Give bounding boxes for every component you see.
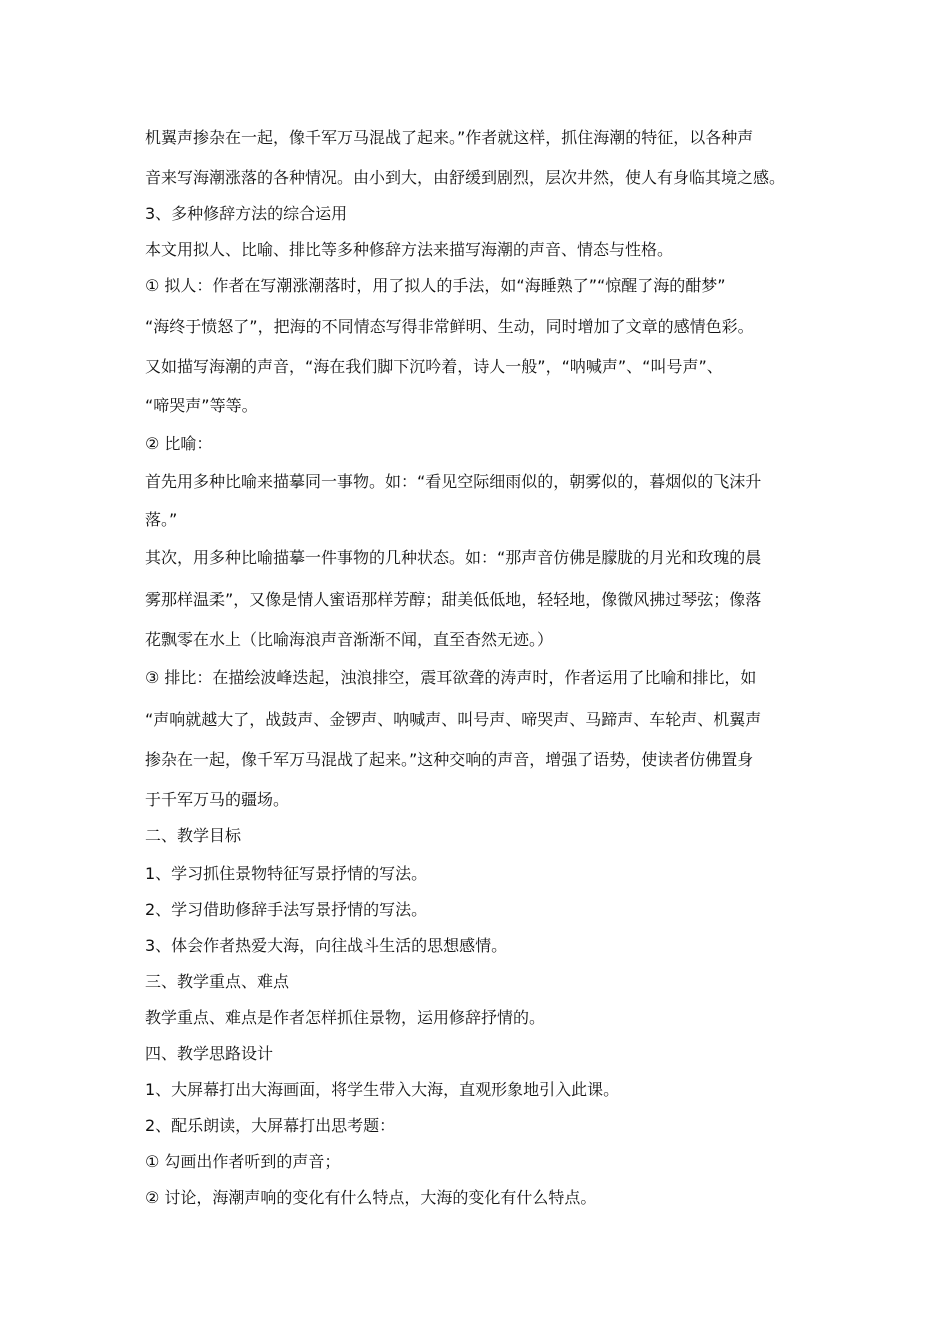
text-line: 3、体会作者热爱大海，向往战斗生活的思想感情。 (145, 936, 508, 955)
text-line: “啼哭声”等等。 (145, 396, 258, 415)
text-line: 2、学习借助修辞手法写景抒情的写法。 (145, 900, 428, 919)
text-line: ② 讨论，海潮声响的变化有什么特点，大海的变化有什么特点。 (145, 1188, 597, 1207)
text-line: 1、学习抓住景物特征写景抒情的写法。 (145, 864, 428, 883)
text-line: 机翼声掺杂在一起，像千军万马混战了起来。”作者就这样，抓住海潮的特征，以各种声 (145, 128, 754, 147)
section-heading: 二、教学目标 (145, 826, 242, 845)
text-line: “海终于愤怒了”，把海的不同情态写得非常鲜明、生动，同时增加了文章的感情色彩。 (145, 317, 754, 336)
text-line: 落。” (145, 510, 178, 529)
text-line: ② 比喻： (145, 434, 213, 453)
text-line: 于千军万马的疆场。 (145, 790, 290, 809)
text-line: 雾那样温柔”，又像是情人蜜语那样芳醇；甜美低低地，轻轻地，像微风拂过琴弦；像落 (145, 590, 762, 609)
text-line: ① 勾画出作者听到的声音； (145, 1152, 341, 1171)
section-heading: 三、教学重点、难点 (145, 972, 290, 991)
text-line: 又如描写海潮的声音，“海在我们脚下沉吟着，诗人一般”，“呐喊声”、“叫号声”、 (145, 357, 723, 376)
text-line: 1、大屏幕打出大海画面，将学生带入大海，直观形象地引入此课。 (145, 1080, 620, 1099)
text-line: 音来写海潮涨落的各种情况。由小到大，由舒缓到剧烈，层次井然，使人有身临其境之感。 (145, 168, 786, 187)
text-line: “声响就越大了，战鼓声、金锣声、呐喊声、叫号声、啼哭声、马蹄声、车轮声、机翼声 (145, 710, 762, 729)
text-line: 本文用拟人、比喻、排比等多种修辞方法来描写海潮的声音、情态与性格。 (145, 240, 674, 259)
text-line: ① 拟人：作者在写潮涨潮落时，用了拟人的手法，如“海睡熟了”“惊醒了海的酣梦” (145, 276, 726, 295)
text-line: 首先用多种比喻来描摹同一事物。如：“看见空际细雨似的，朝雾似的，暮烟似的飞沫升 (145, 472, 762, 491)
text-line: ③ 排比：在描绘波峰迭起，浊浪排空，震耳欲聋的涛声时，作者运用了比喻和排比，如 (145, 668, 757, 687)
text-line: 花飘零在水上（比喻海浪声音渐渐不闻，直至杳然无迹。） (145, 630, 554, 649)
section-heading: 四、教学思路设计 (145, 1044, 274, 1063)
text-line: 掺杂在一起，像千军万马混战了起来。”这种交响的声音，增强了语势，使读者仿佛置身 (145, 750, 754, 769)
text-line: 2、配乐朗读，大屏幕打出思考题： (145, 1116, 396, 1135)
text-line: 其次，用多种比喻描摹一件事物的几种状态。如：“那声音仿佛是朦胧的月光和玫瑰的晨 (145, 548, 762, 567)
section-heading: 3、多种修辞方法的综合运用 (145, 204, 348, 223)
text-line: 教学重点、难点是作者怎样抓住景物，运用修辞抒情的。 (145, 1008, 546, 1027)
